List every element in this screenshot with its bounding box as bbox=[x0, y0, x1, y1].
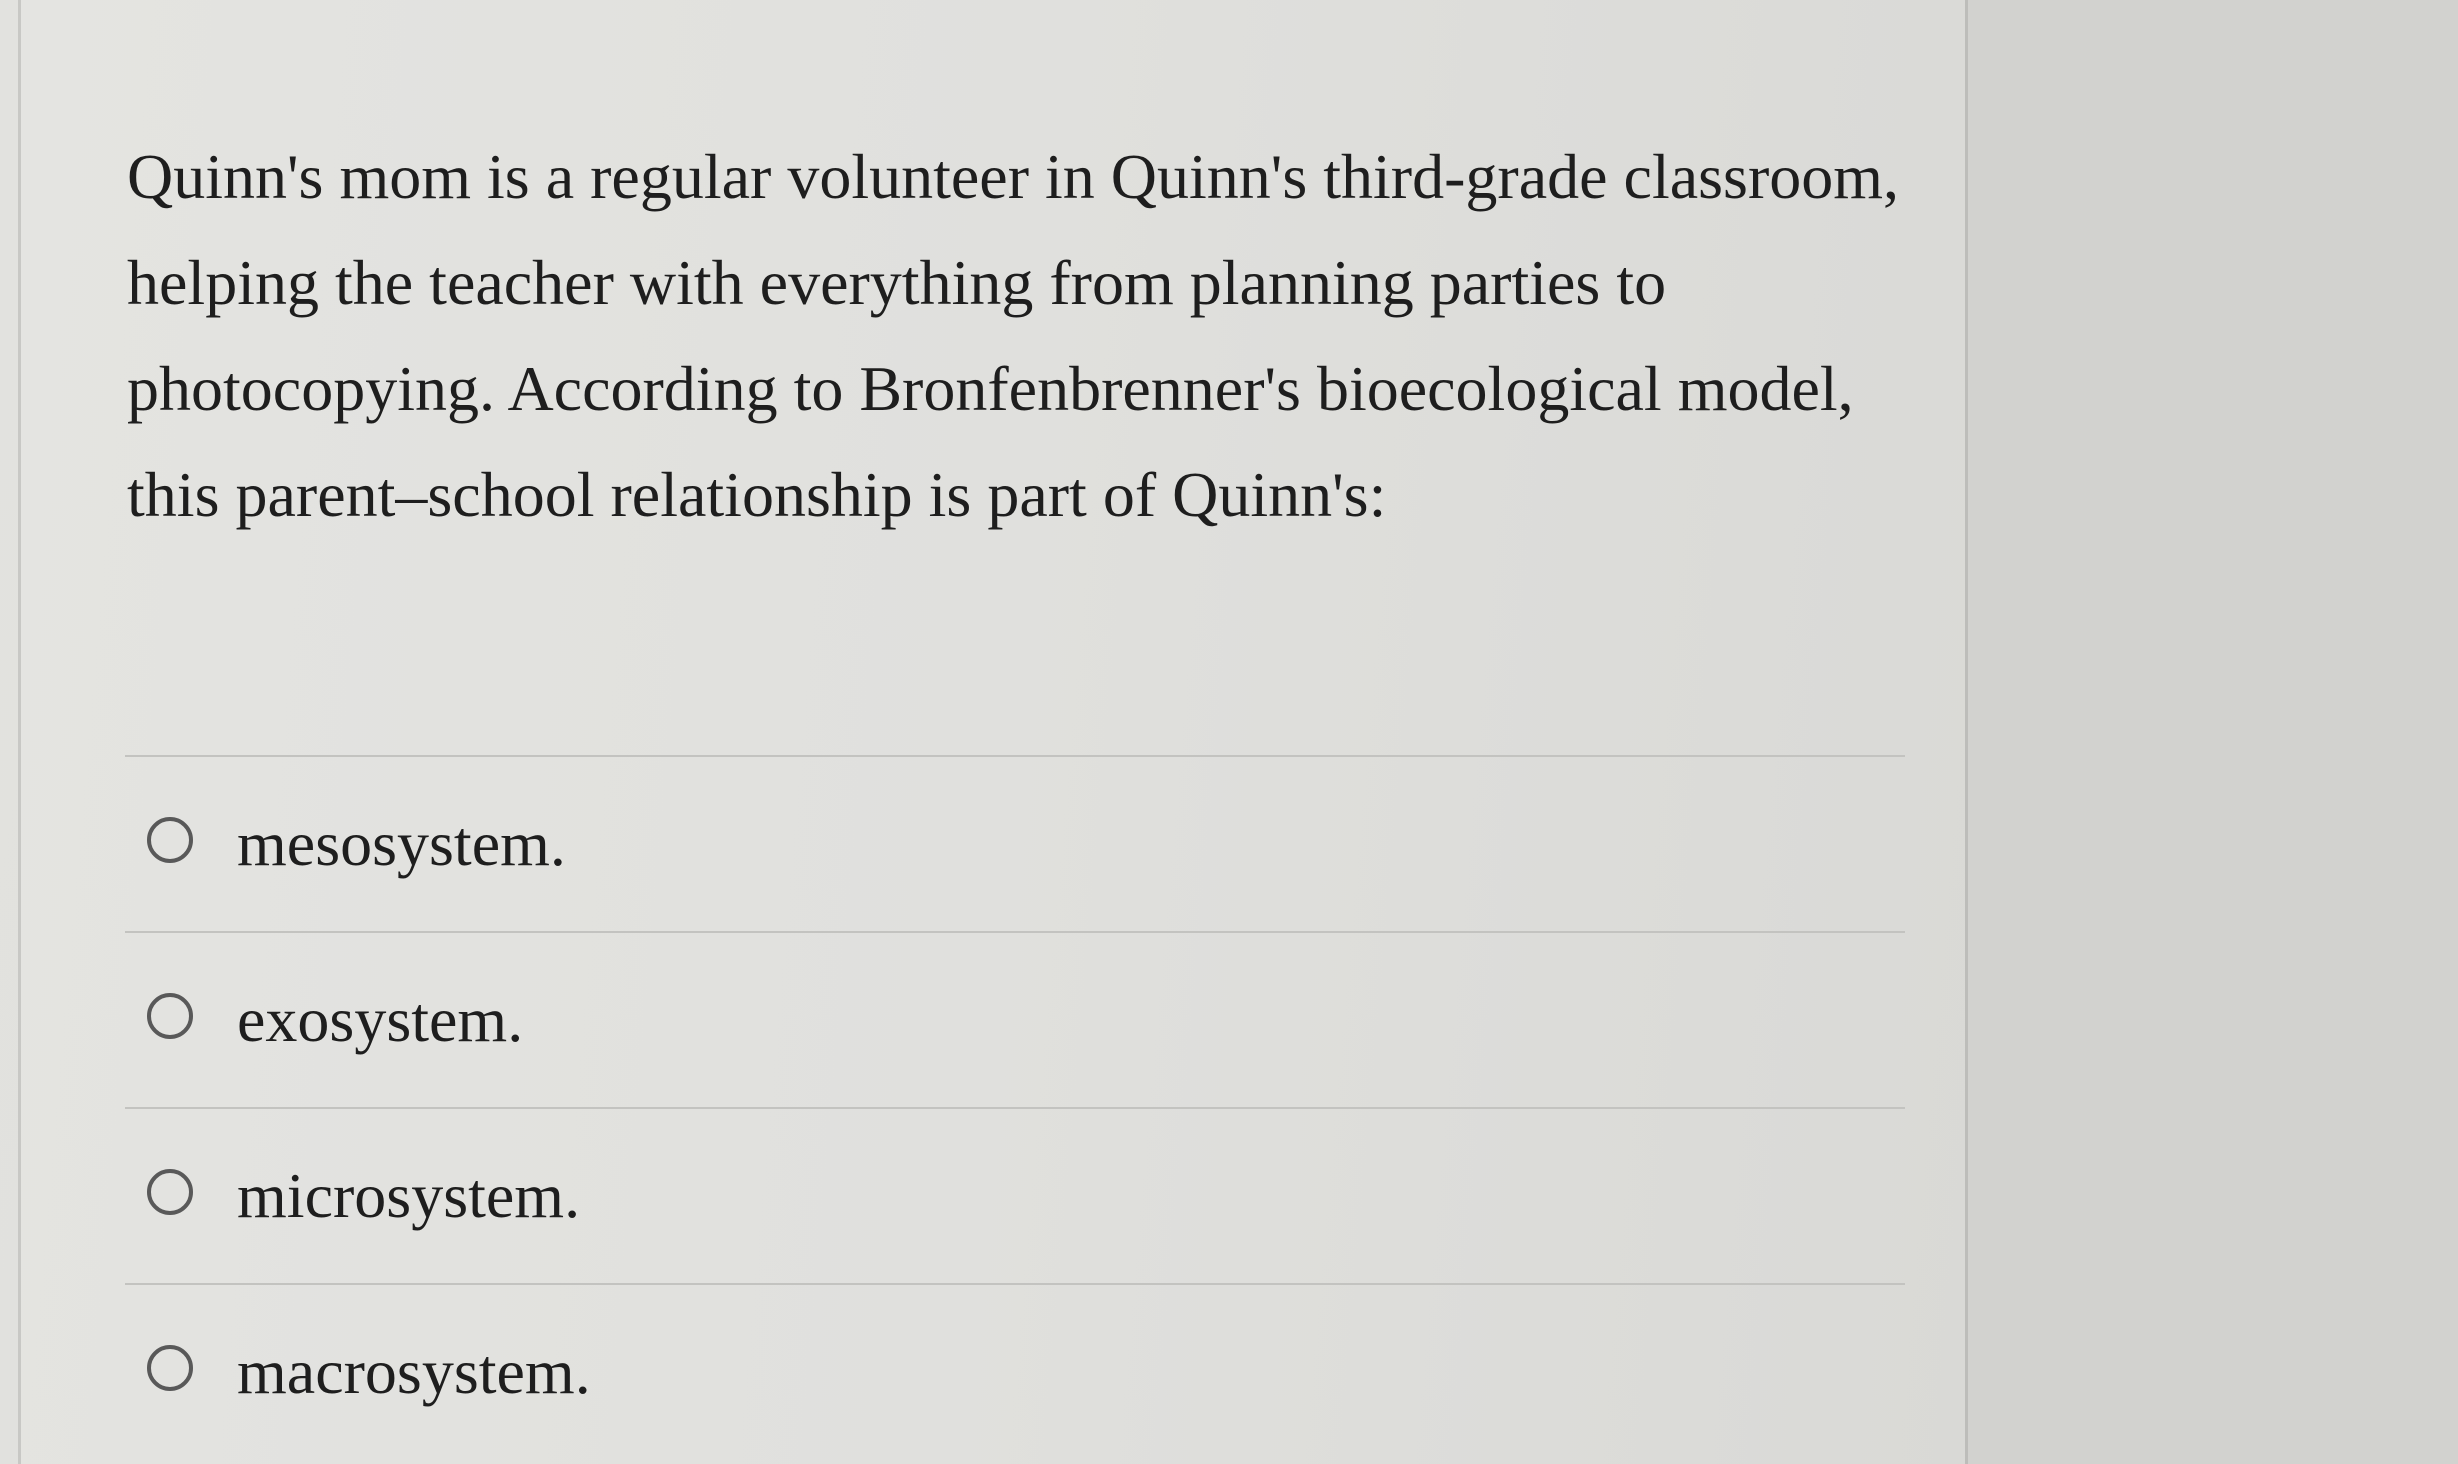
answer-options bbox=[125, 755, 1905, 1459]
option-mesosystem[interactable] bbox=[125, 757, 1905, 931]
radio-button-mesosystem[interactable] bbox=[147, 817, 193, 863]
option-label[interactable]: exosystem. bbox=[237, 984, 524, 1055]
question-text: Quinn's mom is a regular volunteer in Quinn's third-grade classroom, helping the teacher with everything from planning parties to photocopying. According to Bronfenbrenner's bioecological model, this parent–school relationship is part of Quinn's: bbox=[127, 141, 1900, 530]
option-exosystem[interactable] bbox=[125, 933, 1905, 1107]
option-label[interactable]: mesosystem. bbox=[237, 808, 566, 879]
radio-button-exosystem[interactable] bbox=[147, 993, 193, 1039]
option-macrosystem[interactable] bbox=[125, 1285, 1905, 1459]
question-panel bbox=[21, 0, 1971, 1464]
right-margin-area bbox=[1968, 0, 2458, 1464]
radio-button-microsystem[interactable] bbox=[147, 1169, 193, 1215]
option-microsystem[interactable] bbox=[125, 1109, 1905, 1283]
option-label[interactable]: microsystem. bbox=[237, 1160, 581, 1231]
radio-button-macrosystem[interactable] bbox=[147, 1345, 193, 1391]
option-label[interactable]: macrosystem. bbox=[237, 1336, 591, 1407]
